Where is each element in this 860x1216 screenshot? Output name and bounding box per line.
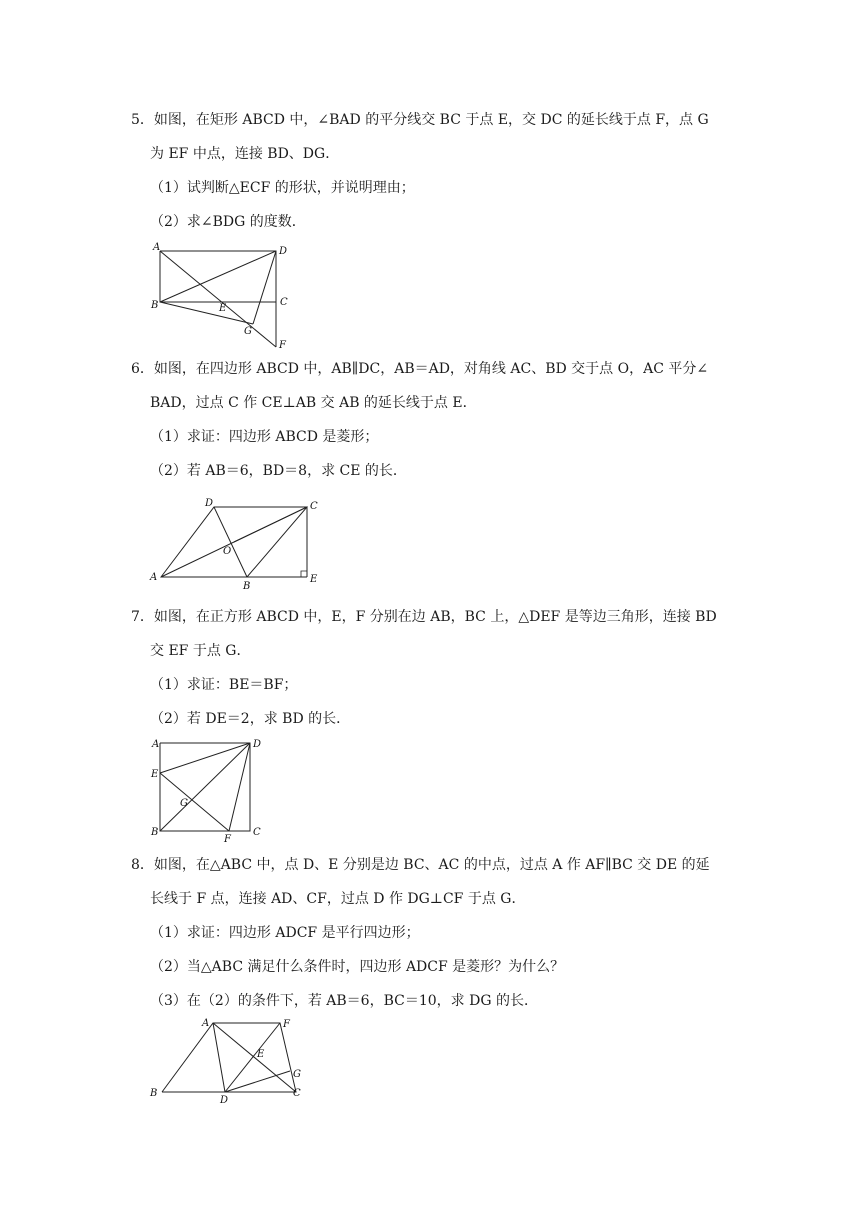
problem-5-part-2: （2）求∠BDG 的度数．	[150, 214, 306, 230]
problem-6-part-2: （2）若 AB＝6，BD＝8，求 CE 的长．	[150, 463, 407, 479]
label-D: D	[279, 246, 288, 257]
label-E: E	[219, 303, 227, 314]
label-B: B	[151, 827, 159, 838]
problem-8-line-1: 8．如图，在△ABC 中，点 D、E 分别是边 BC、AC 的中点，过点 A 作 AF∥BC 交 DE 的延	[131, 857, 710, 873]
label-O: O	[223, 546, 232, 557]
problem-7-line-2: 交 EF 于点 G．	[150, 643, 251, 659]
label-B: B	[243, 581, 251, 592]
problem-5-line-1: 5．如图，在矩形 ABCD 中，∠BAD 的平分线交 BC 于点 E，交 DC 的延长线于点 F，点 G	[131, 112, 709, 128]
label-E: E	[310, 574, 318, 585]
label-G: G	[180, 798, 188, 809]
label-G: G	[293, 1069, 301, 1080]
problem-6-line-1: 6．如图，在四边形 ABCD 中，AB∥DC，AB＝AD，对角线 AC、BD 交于点 O，AC 平分∠	[131, 361, 709, 377]
problem-7-part-1: （1）求证：BE＝BF；	[150, 677, 298, 693]
label-C: C	[253, 827, 261, 838]
label-F: F	[283, 1019, 290, 1030]
label-A: A	[153, 242, 161, 253]
label-F: F	[279, 340, 286, 351]
problem-6-part-1: （1）求证：四边形 ABCD 是菱形；	[150, 429, 379, 445]
problem-7-part-2: （2）若 DE＝2，求 BD 的长．	[150, 711, 351, 727]
problem-7-line-1: 7．如图，在正方形 ABCD 中，E，F 分别在边 AB，BC 上，△DEF 是等边三角形，连接 BD	[131, 609, 717, 625]
label-A: A	[202, 1018, 210, 1029]
problem-7-figure	[140, 735, 270, 845]
label-B: B	[150, 1088, 158, 1099]
label-D: D	[253, 739, 262, 750]
problem-8-figure	[140, 1015, 320, 1105]
problem-6-line-2: BAD，过点 C 作 CE⊥AB 交 AB 的延长线于点 E．	[150, 395, 477, 411]
label-F: F	[224, 834, 231, 845]
label-C: C	[293, 1088, 301, 1099]
label-G: G	[244, 326, 252, 337]
label-E: E	[257, 1049, 265, 1060]
label-D: D	[205, 498, 214, 509]
problem-8-line-2: 长线于 F 点，连接 AD、CF，过点 D 作 DG⊥CF 于点 G．	[150, 891, 526, 907]
label-C: C	[310, 501, 318, 512]
problem-8-part-3: （3）在（2）的条件下，若 AB＝6，BC＝10，求 DG 的长．	[150, 993, 538, 1009]
problem-6-figure	[140, 495, 330, 595]
problem-5-figure	[140, 240, 310, 350]
label-A: A	[150, 572, 158, 583]
label-A: A	[152, 739, 160, 750]
label-C: C	[280, 297, 288, 308]
label-E: E	[151, 769, 159, 780]
problem-5-part-1: （1）试判断△ECF 的形状，并说明理由；	[150, 180, 415, 196]
label-D: D	[220, 1095, 229, 1106]
problem-5-line-2: 为 EF 中点，连接 BD、DG．	[150, 146, 340, 162]
problem-8-part-1: （1）求证：四边形 ADCF 是平行四边形；	[150, 925, 420, 941]
problem-8-part-2: （2）当△ABC 满足什么条件时，四边形 ADCF 是菱形？为什么？	[150, 959, 565, 975]
label-B: B	[151, 300, 159, 311]
